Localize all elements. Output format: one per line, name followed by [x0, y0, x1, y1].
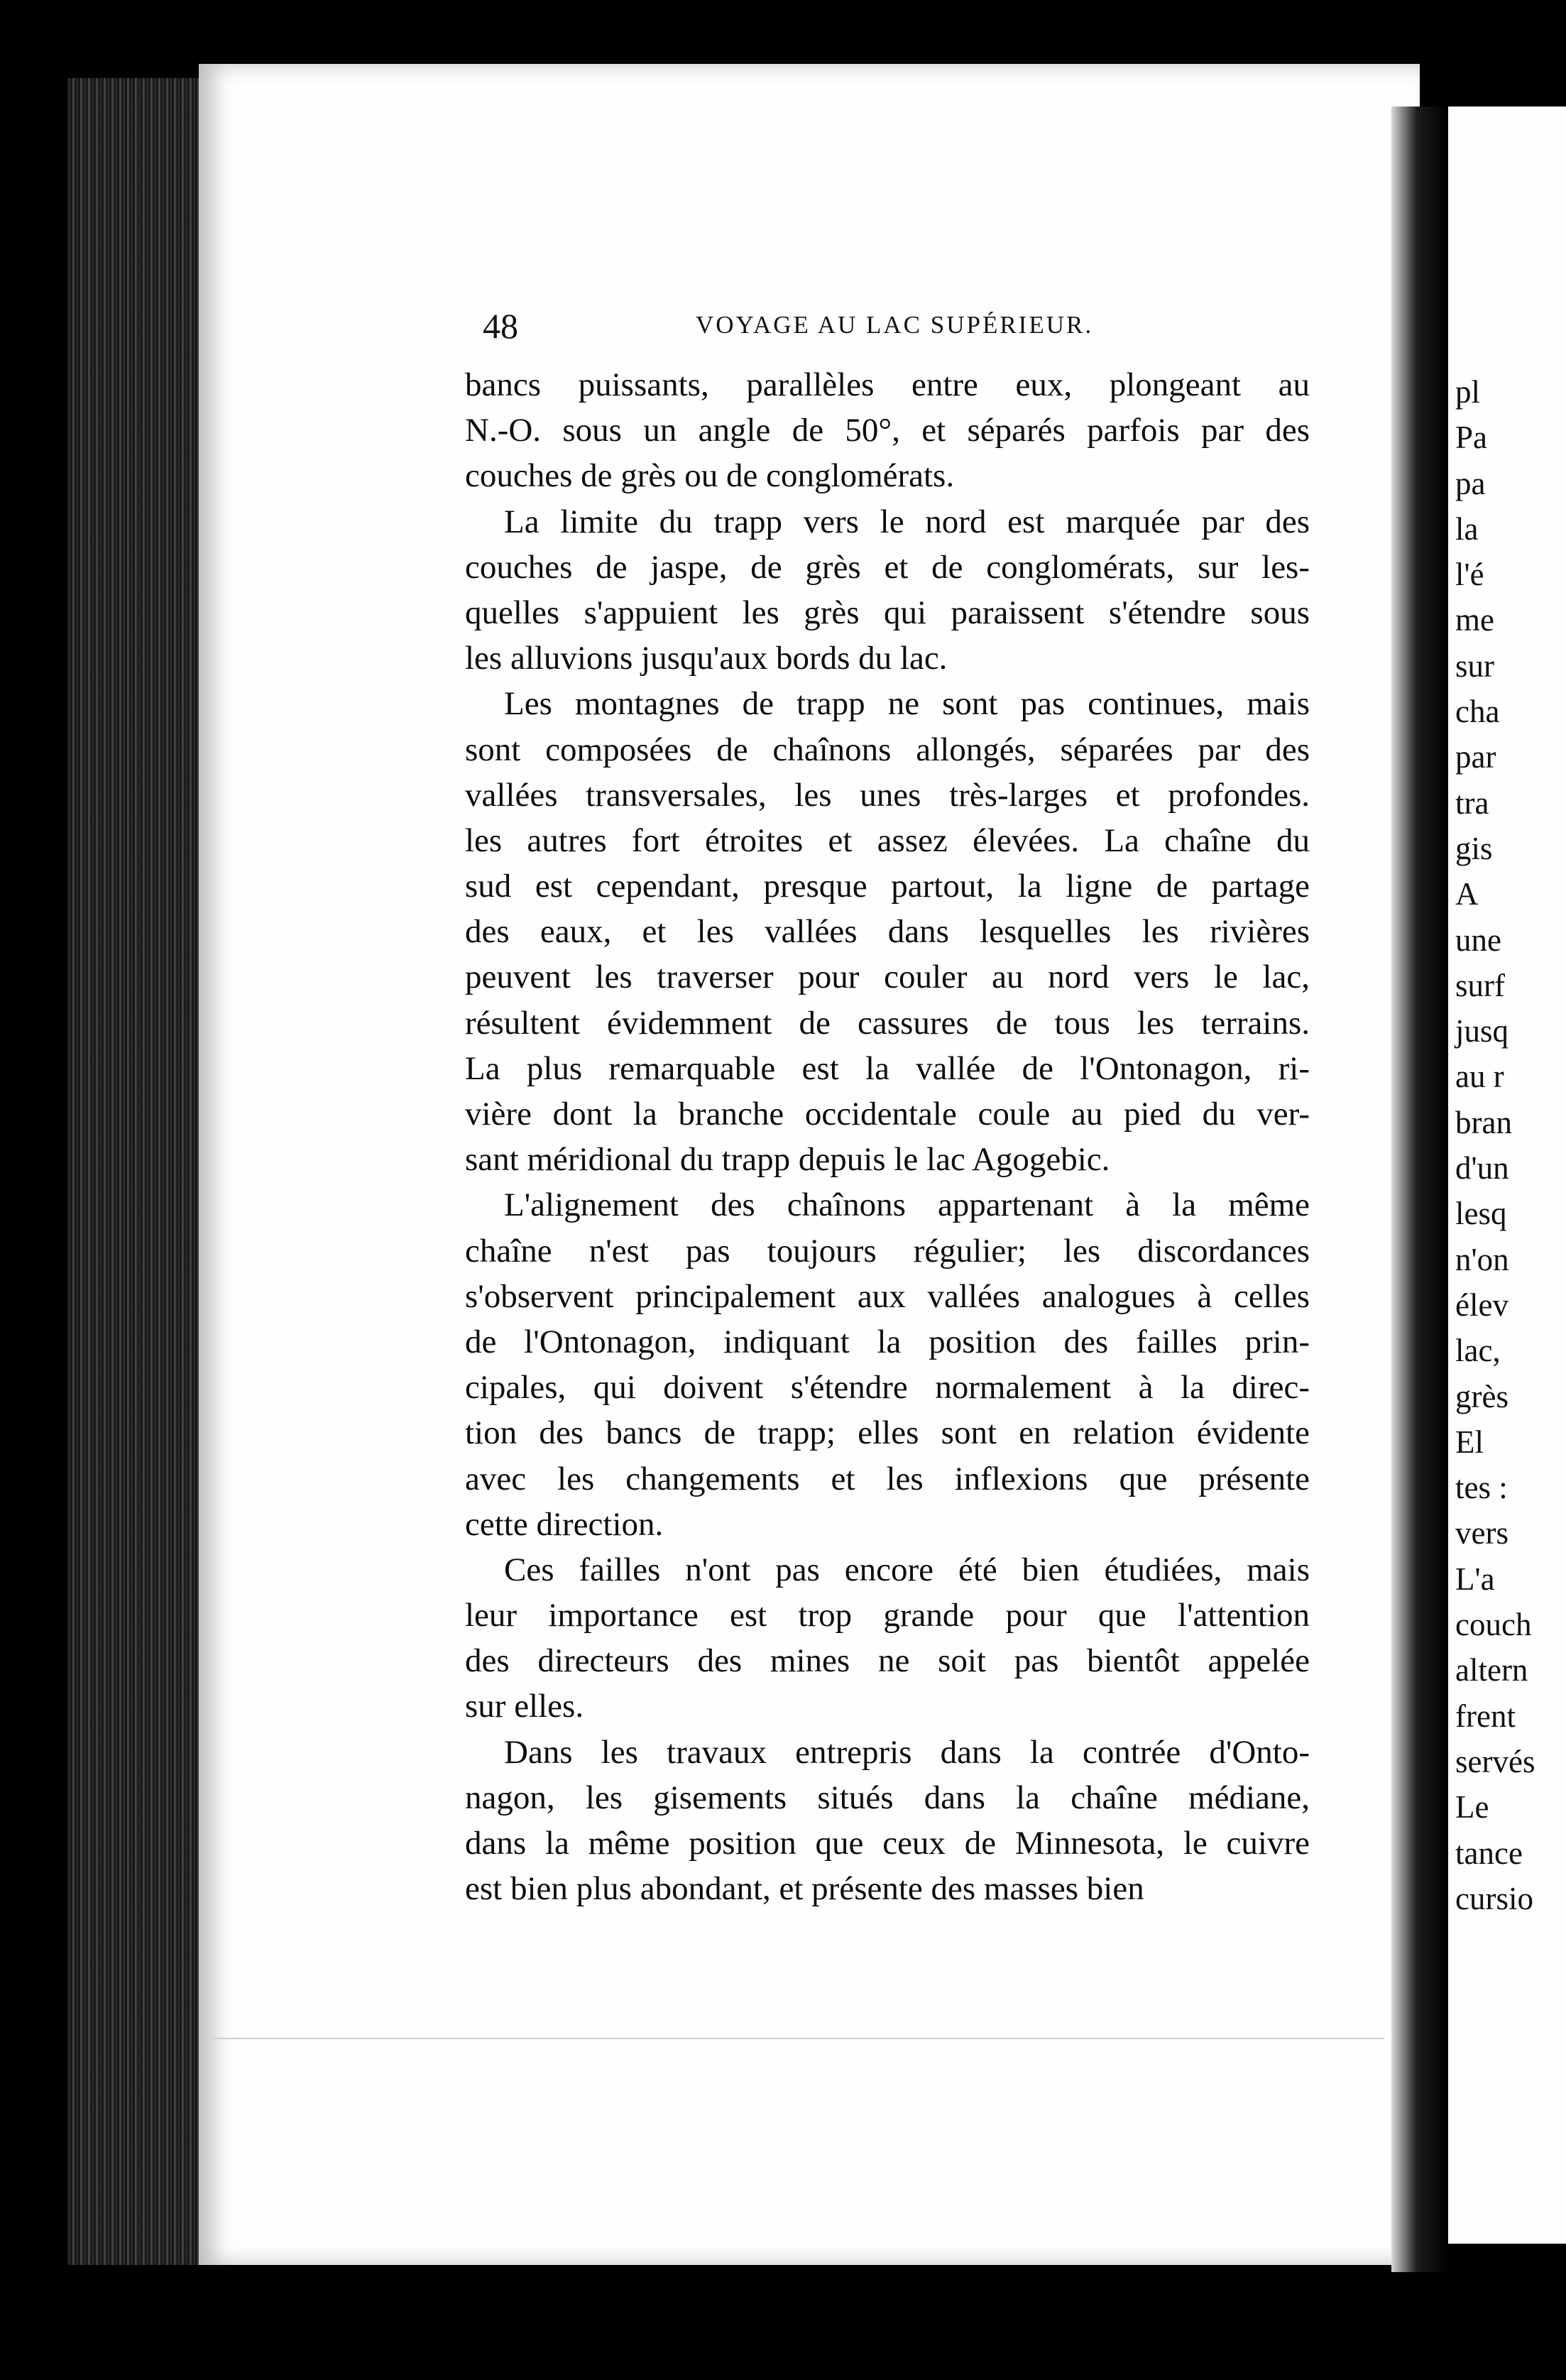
right-page-line: bran — [1455, 1104, 1512, 1140]
text-line: Dans les travaux entrepris dans la contrée d'Onto- — [504, 1733, 1310, 1771]
right-page-line: l'é — [1455, 557, 1484, 593]
page-stack-edge — [67, 78, 202, 2265]
page-number: 48 — [483, 306, 518, 346]
body-text — [465, 362, 1310, 1911]
right-page-line: L'a — [1455, 1561, 1495, 1597]
text-line: des directeurs des mines ne soit pas bientôt appelée — [465, 1642, 1310, 1680]
running-head — [483, 305, 1320, 348]
right-page-line: me — [1455, 602, 1494, 638]
right-page-line: sur — [1455, 648, 1494, 684]
book-gutter — [1391, 107, 1448, 2272]
right-page-fragment — [1448, 107, 1566, 2244]
text-line: Ces failles n'ont pas encore été bien étudiées, mais — [504, 1551, 1310, 1588]
right-page-line: la — [1455, 511, 1479, 547]
running-title: VOYAGE AU LAC SUPÉRIEUR. — [696, 311, 1094, 339]
right-page-line: d'un — [1455, 1150, 1509, 1186]
text-line: La plus remarquable est la vallée de l'Ontonagon, ri- — [465, 1049, 1310, 1087]
right-page-line: élev — [1455, 1287, 1508, 1323]
text-line: N.-O. sous un angle de 50°, et séparés parfois par des — [465, 412, 1310, 449]
right-page-line: jusq — [1455, 1013, 1509, 1049]
text-line: peuvent les traverser pour couler au nord vers le lac, — [465, 959, 1310, 996]
text-line: les autres fort étroites et assez élevées. La chaîne du — [465, 821, 1310, 859]
right-page-line: altern — [1455, 1652, 1528, 1688]
text-line: L'alignement des chaînons appartenant à la même — [504, 1186, 1310, 1224]
right-page-line: tes : — [1455, 1470, 1508, 1506]
right-page-line: El — [1455, 1424, 1484, 1460]
right-page-line: gis — [1455, 830, 1493, 866]
right-page-line: frent — [1455, 1698, 1516, 1734]
right-page-line: pl — [1455, 374, 1481, 410]
right-page-line: servés — [1455, 1743, 1535, 1779]
text-line: dans la même position que ceux de Minnesota, le cuivre — [465, 1825, 1310, 1862]
right-page-line: au r — [1455, 1059, 1504, 1095]
text-line: de l'Ontonagon, indiquant la position des failles prin- — [465, 1323, 1310, 1360]
text-line: s'observent principalement aux vallées analogues à celles — [465, 1277, 1310, 1315]
right-page-line: A — [1455, 876, 1479, 912]
right-page-line: tra — [1455, 785, 1489, 821]
text-line: sud est cependant, presque partout, la ligne de partage — [465, 868, 1310, 905]
text-line: des eaux, et les vallées dans lesquelles les rivières — [465, 913, 1310, 951]
text-line: est bien plus abondant, et présente des masses bien — [465, 1870, 1144, 1908]
scan-artifact-line — [213, 2038, 1384, 2039]
text-line: couches de grès ou de conglomérats. — [465, 457, 955, 495]
right-page-line: vers — [1455, 1515, 1508, 1551]
text-line: La limite du trapp vers le nord est marquée par des — [504, 503, 1310, 540]
text-line: les alluvions jusqu'aux bords du lac. — [465, 640, 948, 677]
right-page-line: cha — [1455, 694, 1500, 730]
text-line: couches de jaspe, de grès et de conglomérats, sur les- — [465, 548, 1310, 586]
right-page-line: n'on — [1455, 1241, 1509, 1277]
text-line: quelles s'appuient les grès qui paraissent s'étendre sous — [465, 594, 1310, 631]
text-line: leur importance est trop grande pour que l'attention — [465, 1597, 1310, 1634]
text-line: sant méridional du trapp depuis le lac Agogebic. — [465, 1141, 1110, 1179]
text-line: résultent évidemment de cassures de tous les terrains. — [465, 1004, 1310, 1042]
right-page-line: cursio — [1455, 1880, 1533, 1916]
right-page-line: pa — [1455, 465, 1486, 501]
text-line: chaîne n'est pas toujours régulier; les discordances — [465, 1232, 1310, 1270]
text-line: bancs puissants, parallèles entre eux, plongeant au — [465, 366, 1310, 403]
right-page-line: lac, — [1455, 1333, 1501, 1369]
right-page-line: tance — [1455, 1835, 1523, 1871]
text-line: tion des bancs de trapp; elles sont en relation évidente — [465, 1414, 1310, 1452]
right-page-line: Pa — [1455, 420, 1487, 456]
right-page-line: par — [1455, 739, 1496, 775]
text-line: sur elles. — [465, 1688, 584, 1725]
right-page-text — [1455, 369, 1566, 1921]
right-page-line: Le — [1455, 1789, 1489, 1825]
text-line: Les montagnes de trapp ne sont pas continues, mais — [504, 685, 1310, 723]
text-line: avec les changements et les inflexions que présente — [465, 1460, 1310, 1497]
right-page-line: lesq — [1455, 1196, 1507, 1232]
text-line: vallées transversales, les unes très-larges et profondes. — [465, 776, 1310, 814]
text-line: vière dont la branche occidentale coule au pied du ver- — [465, 1096, 1310, 1132]
text-line: sont composées de chaînons allongés, séparées par des — [465, 731, 1310, 768]
right-page-line: une — [1455, 922, 1501, 958]
right-page-line: grès — [1455, 1378, 1508, 1414]
right-page-line: couch — [1455, 1607, 1532, 1643]
text-line: cipales, qui doivent s'étendre normalement à la direc- — [465, 1369, 1310, 1407]
text-line: nagon, les gisements situés dans la chaîne médiane, — [465, 1779, 1310, 1816]
text-line: cette direction. — [465, 1505, 664, 1543]
right-page-line: surf — [1455, 967, 1505, 1003]
